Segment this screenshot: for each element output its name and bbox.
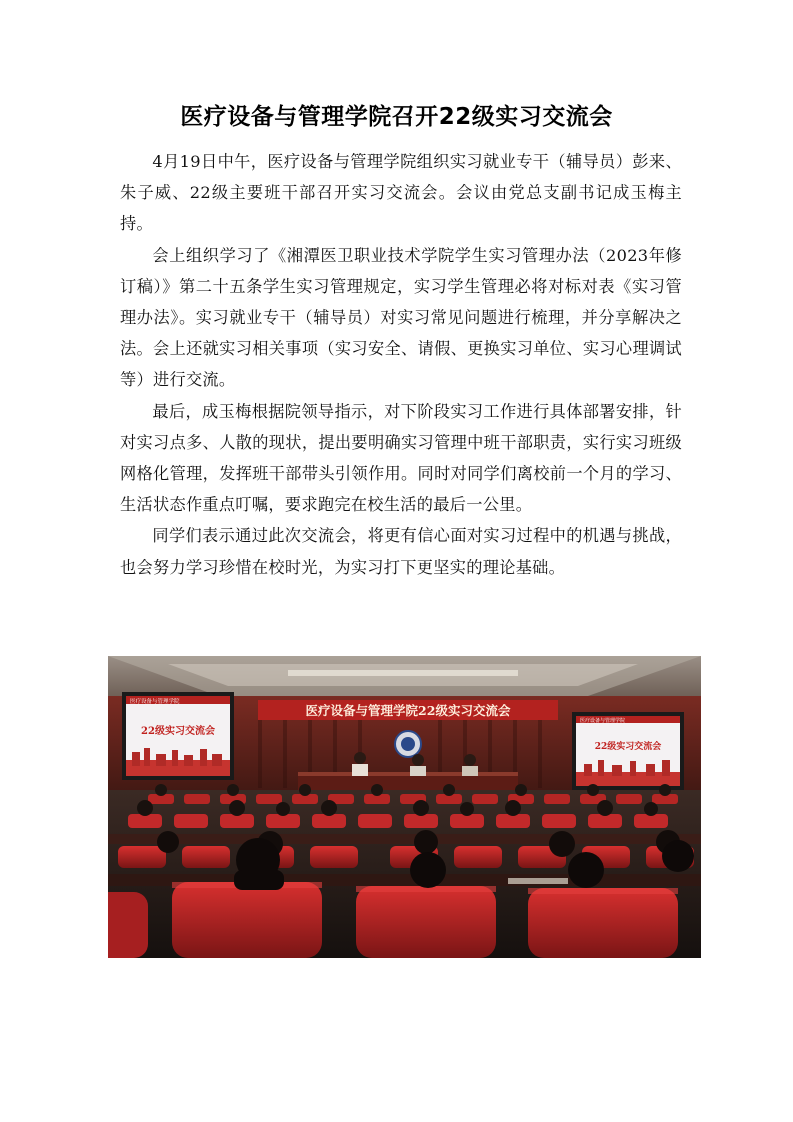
document-title: 医疗设备与管理学院召开22级实习交流会 — [180, 104, 613, 130]
banner-text: 医疗设备与管理学院22级实习交流会 — [305, 703, 511, 718]
foreground-seats — [108, 882, 678, 958]
right-screen-title: 22级实习交流会 — [594, 742, 662, 752]
left-screen-title: 22级实习交流会 — [141, 726, 215, 737]
paragraph-4: 同学们表示通过此次交流会，将更有信心面对实习过程中的机遇与挑战，也会努力学习珍惜在校时光，为实习打下更坚实的理论基础。 — [120, 526, 682, 577]
paragraph-3: 最后，成玉梅根据院领导指示，对下阶段实习工作进行具体部署安排，针对实习点多、人散的现状，提出要明确实习管理中班干部职责，实行实习班级网格化管理，发挥班干部带头引领作用。同时对同学们离校前一个月的学习、生活状态作重点叮嘱，要求跑完在校生活的最后一公里。 — [120, 401, 682, 515]
left-projection-screen — [122, 692, 234, 780]
document-body — [120, 146, 682, 583]
stage-table — [298, 774, 518, 792]
right-projection-screen — [572, 712, 684, 790]
meeting-scene — [108, 656, 701, 958]
meeting-photo — [108, 656, 701, 958]
left-screen-header: 医疗设备与管理学院 — [130, 699, 180, 705]
paragraph-2: 会上组织学习了《湘潭医卫职业技术学院学生实习管理办法（2023年修订稿）》第二十五条学生实习管理规定，实习学生管理必将对标对表《实习管理办法》。实习就业专干（辅导员）对实习常见问题进行梳理，并分享解决之法。会上还就实习相关事项（实习安全、请假、更换实习单位、实习心理调试等）进行交流。 — [120, 245, 682, 390]
right-screen-header: 医疗设备与管理学院 — [580, 718, 626, 724]
paragraph-1: 4月19日中午，医疗设备与管理学院组织实习就业专干（辅导员）彭来、朱子威、22级主要班干部召开实习交流会。会议由党总支副书记成玉梅主持。 — [120, 152, 682, 234]
